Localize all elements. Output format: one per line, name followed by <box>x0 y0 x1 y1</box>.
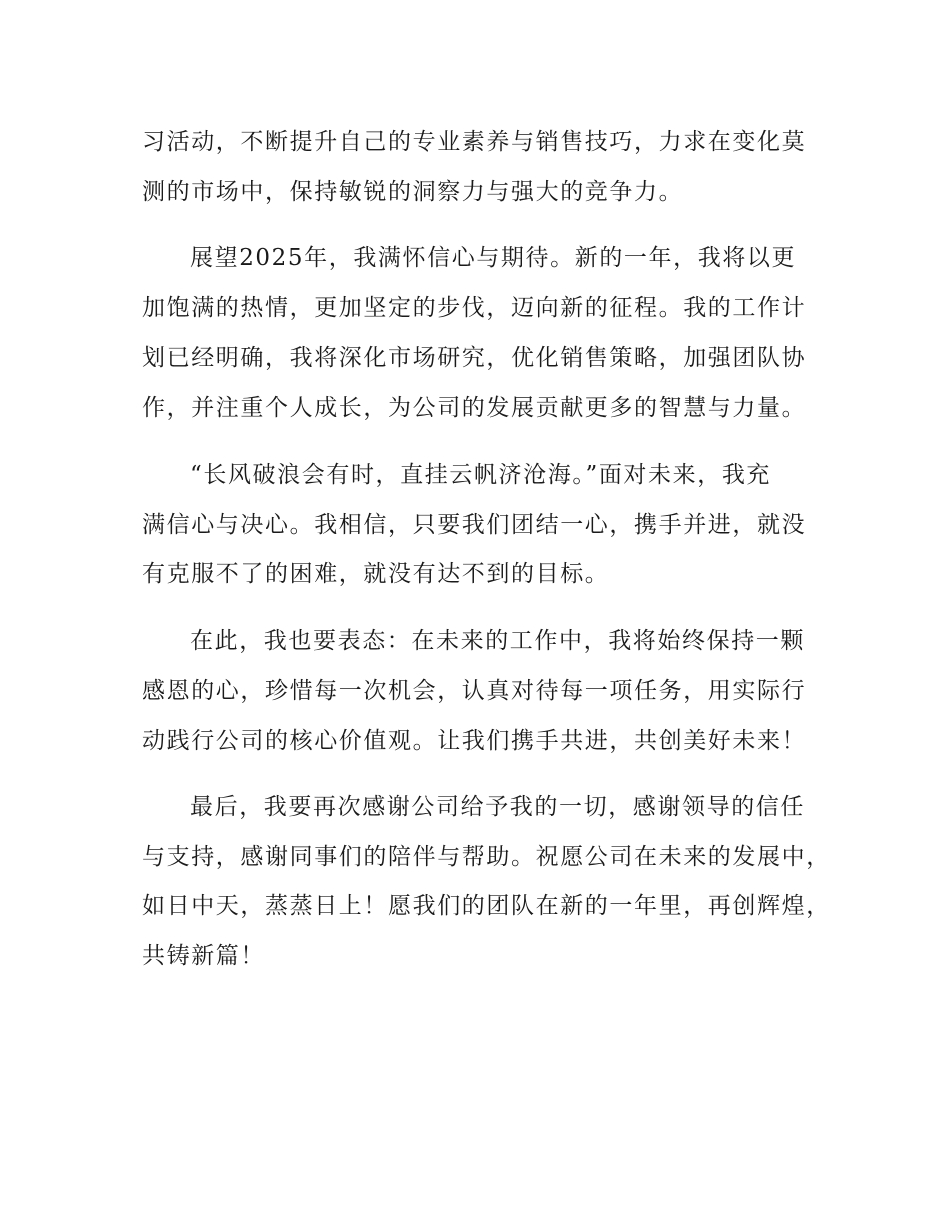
paragraph-1-line-1: 习活动，不断提升自己的专业素养与销售技巧，力求在变化莫 <box>142 129 807 155</box>
paragraph-2-line-3: 划已经明确，我将深化市场研究，优化销售策略，加强团队协 <box>142 345 807 371</box>
paragraph-4-line-2: 感恩的心，珍惜每一次机会，认真对待每一项任务，用实际行 <box>142 678 807 704</box>
paragraph-2-line-2: 加饱满的热情，更加坚定的步伐，迈向新的征程。我的工作计 <box>142 295 807 321</box>
paragraph-3-line-3: 有克服不了的困难，就没有达不到的目标。 <box>142 561 610 587</box>
paragraph-5-line-4: 共铸新篇！ <box>142 943 265 969</box>
paragraph-2-line-4: 作，并注重个人成长，为公司的发展贡献更多的智慧与力量。 <box>142 395 807 421</box>
paragraph-5-line-1: 最后，我要再次感谢公司给予我的一切，感谢领导的信任 <box>190 794 805 820</box>
paragraph-3-line-1: “长风破浪会有时，直挂云帆济沧海。”面对未来，我充 <box>190 462 772 488</box>
paragraph-5-line-3: 如日中天，蒸蒸日上！愿我们的团队在新的一年里，再创辉煌， <box>142 893 831 919</box>
paragraph-4-line-3: 动践行公司的核心价值观。让我们携手共进，共创美好未来！ <box>142 728 807 754</box>
paragraph-2-line-1: 展望2025年，我满怀信心与期待。新的一年，我将以更 <box>190 245 797 271</box>
paragraph-1-line-2: 测的市场中，保持敏锐的洞察力与强大的竞争力。 <box>142 179 684 205</box>
paragraph-5-line-2: 与支持，感谢同事们的陪伴与帮助。祝愿公司在未来的发展中， <box>142 844 831 870</box>
paragraph-4-line-1: 在此，我也要表态：在未来的工作中，我将始终保持一颗 <box>190 628 805 654</box>
paragraph-3-line-2: 满信心与决心。我相信，只要我们团结一心，携手并进，就没 <box>142 512 807 538</box>
